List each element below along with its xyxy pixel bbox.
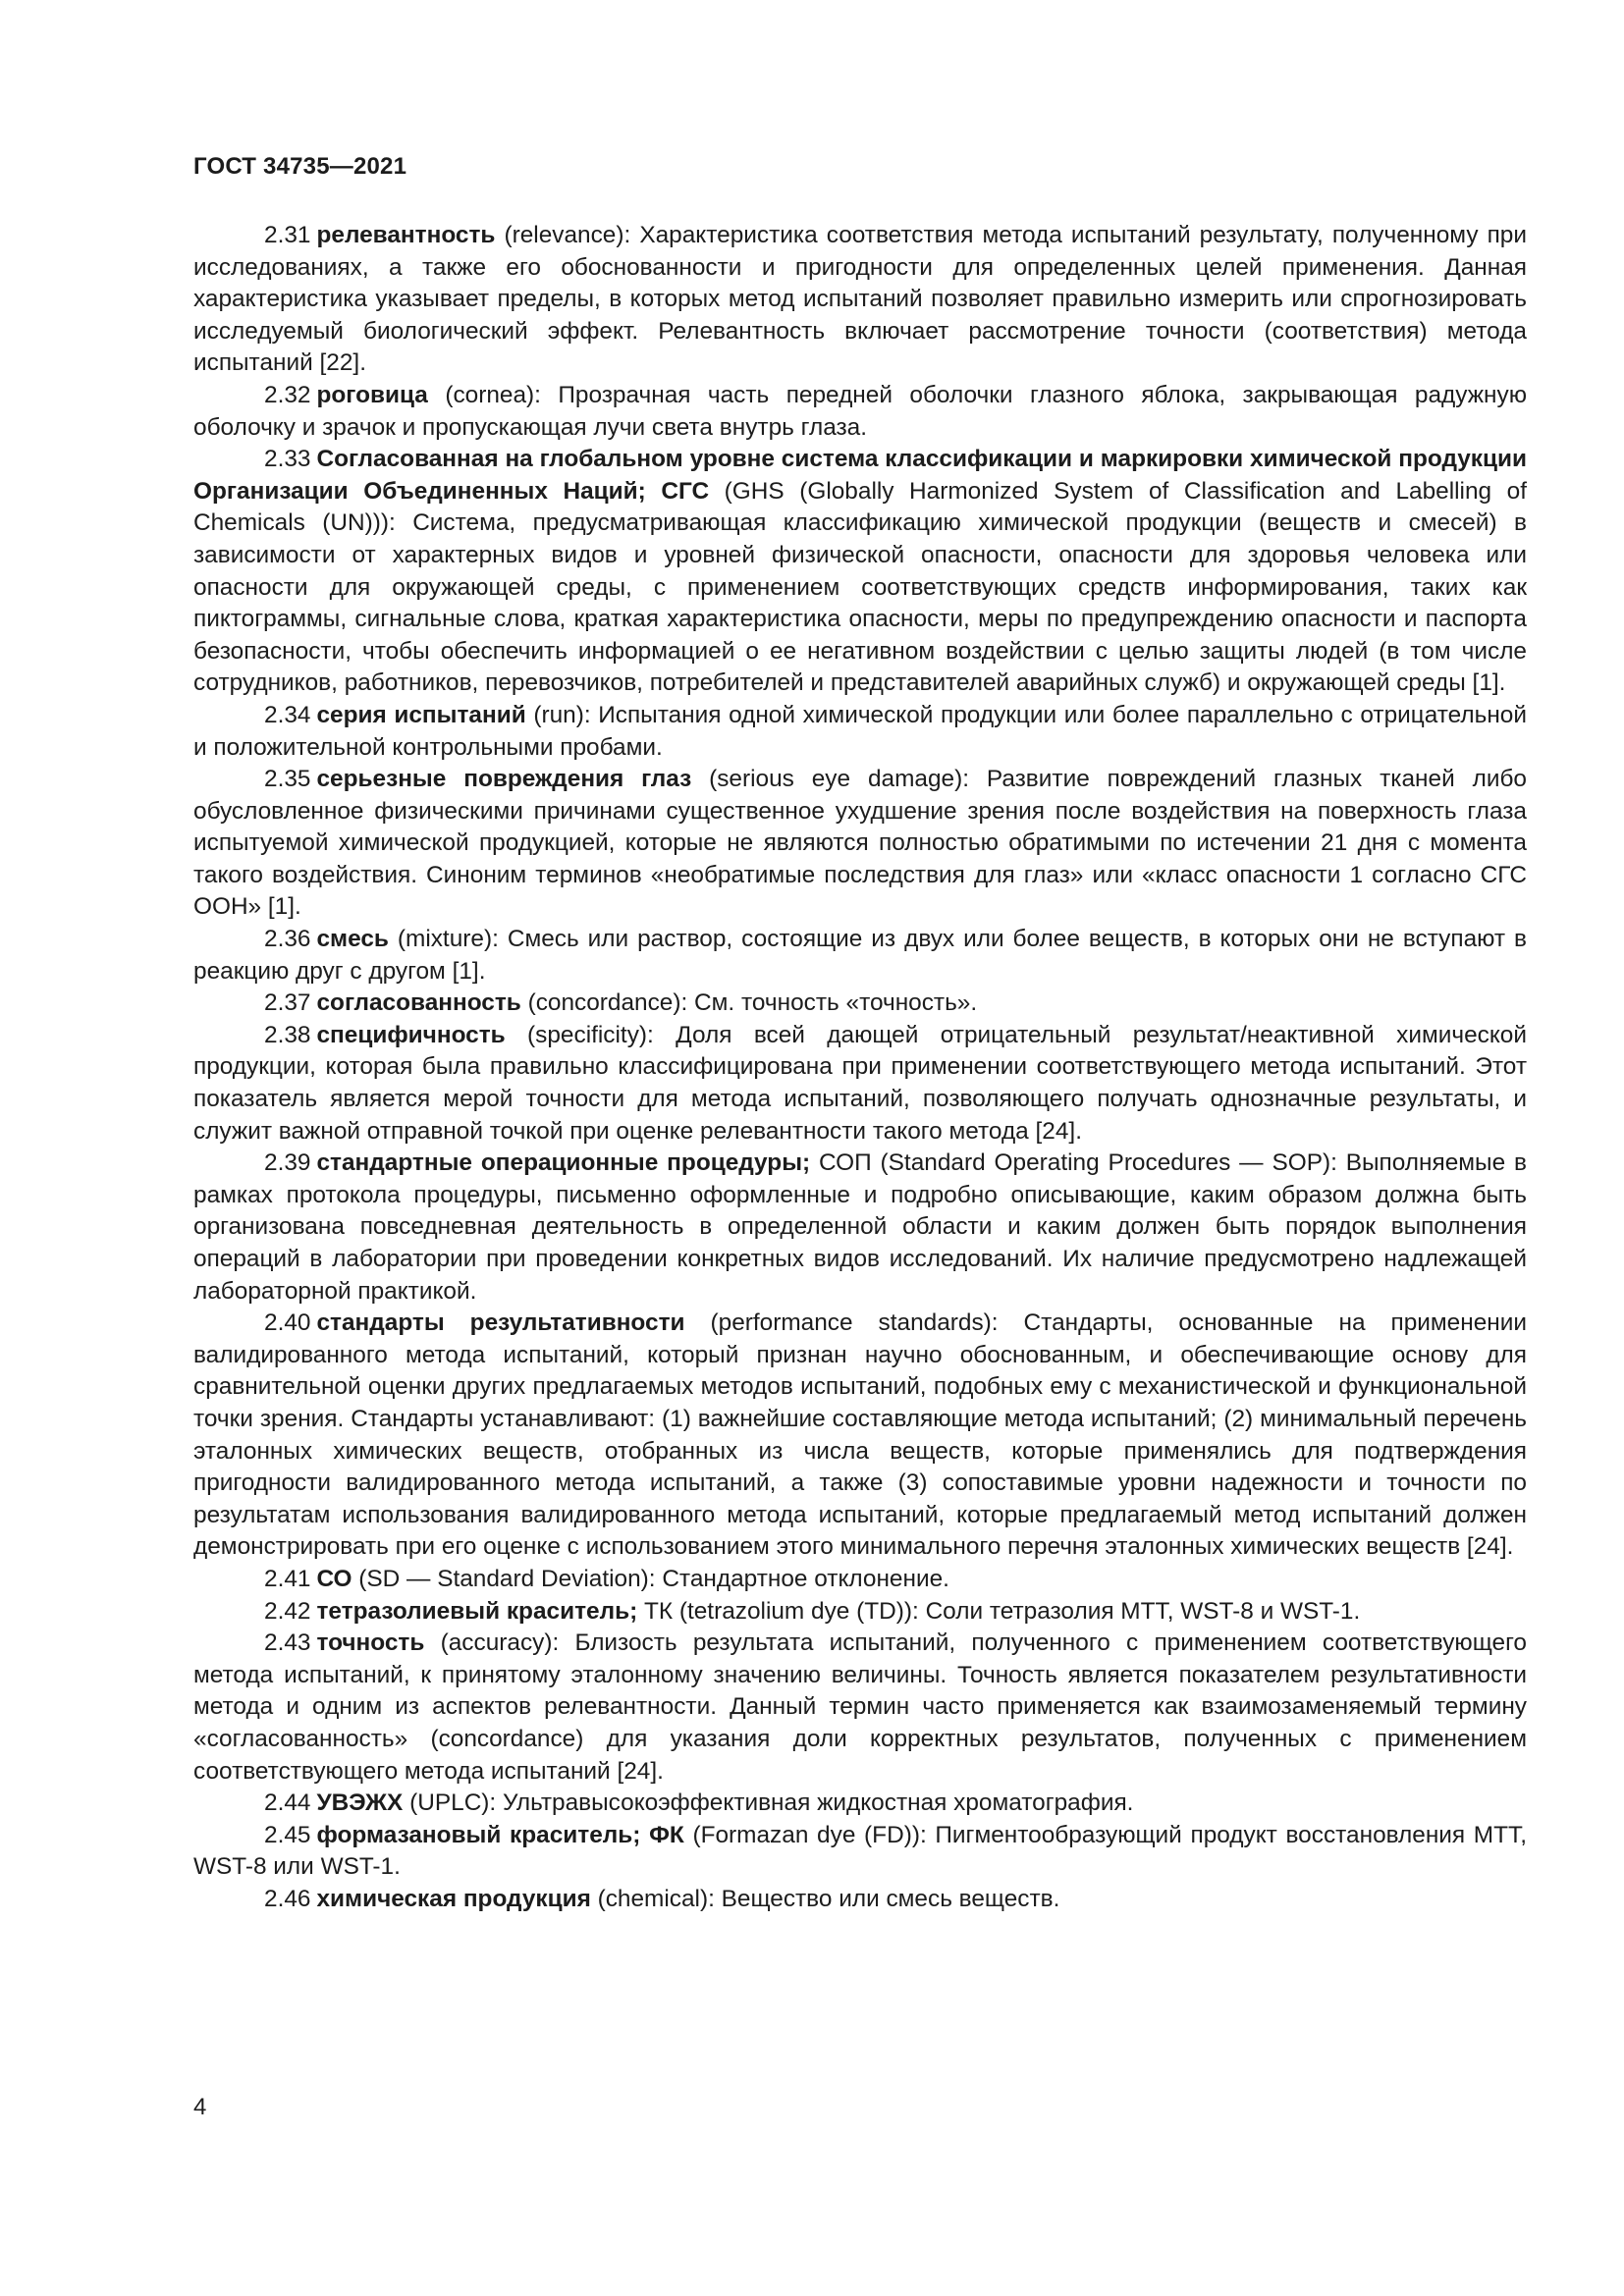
definition-2-36: [193, 924, 1527, 988]
definition-term: УВЭЖХ: [316, 1789, 404, 1817]
definition-text: (Formazan dye (FD)): Пигментообразующий продукт восстановления МТТ, WST-8 или WST-1.: [193, 1821, 1527, 1881]
definition-2-42: [193, 1596, 1527, 1629]
definition-number: 2.42: [264, 1597, 311, 1625]
definition-2-37: [193, 988, 1527, 1020]
definition-2-44: [193, 1788, 1527, 1820]
definition-2-39: [193, 1148, 1527, 1308]
definition-number: 2.39: [264, 1149, 311, 1177]
definition-2-35: [193, 764, 1527, 924]
definition-term: релевантность: [316, 222, 496, 248]
definition-2-31: [193, 220, 1527, 380]
definition-2-38: [193, 1020, 1527, 1148]
definition-text: (run): Испытания одной химической продукции или более параллельно с отрицательной и положительной контрольными пробами.: [193, 701, 1528, 761]
definition-2-46: [193, 1884, 1527, 1916]
definition-number: 2.41: [264, 1565, 311, 1592]
definition-text: (accuracy): Близость результата испытаний, полученного с применением соответствующего метода испытаний, к принятому эталонному значению величины. Точность является показателем результативности метода и одним из аспектов релевантности. Данный термин часто применяется как взаимозаменяемый термину «согласованность» (concordance) для указания доли корректных результатов, полученных с применением соответствующего метода испытаний [24].: [193, 1629, 1527, 1785]
definition-number: 2.38: [264, 1021, 311, 1048]
definition-text: СОП (Standard Operating Procedures — SOP): Выполняемые в рамках протокола процедуры, письменно оформленные и подробно описывающие, каким образом должна быть организована повседневная деятельность в определенной области и каким должен быть порядок выполнения операций в лаборатории при проведении конкретных видов исследований. Их наличие предусмотрено надлежащей лабораторной практикой.: [193, 1149, 1527, 1305]
standard-header: ГОСТ 34735—2021: [193, 153, 407, 180]
definition-term: формазановый краситель; ФК: [316, 1821, 684, 1848]
definition-number: 2.37: [264, 989, 311, 1017]
definition-2-41: [193, 1564, 1527, 1596]
definition-term: тетразолиевый краситель;: [316, 1597, 638, 1625]
definitions-list: [193, 220, 1527, 1915]
definition-term: смесь: [316, 926, 389, 953]
definition-2-34: [193, 700, 1527, 764]
definition-number: 2.45: [264, 1821, 311, 1848]
definition-text: (chemical): Вещество или смесь веществ.: [590, 1885, 1060, 1912]
definition-number: 2.46: [264, 1885, 311, 1912]
definition-text: (UPLC): Ультравысокоэффективная жидкостная хроматография.: [403, 1789, 1134, 1817]
definition-2-32: [193, 380, 1527, 444]
definition-term: серия испытаний: [316, 701, 526, 728]
definition-text: (GHS (Globally Harmonized System of Classification and Labelling of Chemicals (UN))): Система, предусматривающая классификацию химической продукции (веществ и смесей) в зависимости от характерных видов и уровней физической опасности, опасности для здоровья человека или опасности для окружающей среды, с применением соответствующих средств информирования, таких как пиктограммы, сигнальные слова, краткая характеристика опасности, меры по предупреждению опасности и паспорта безопасности, чтобы обеспечить информацией о ее негативном воздействии с целью защиты людей (в том числе сотрудников, работников, перевозчиков, потребителей и представителей аварийных служб) и окружающей среды [1].: [193, 477, 1527, 697]
definition-number: 2.31: [264, 222, 311, 248]
definition-2-43: [193, 1628, 1527, 1788]
definition-term: СО: [316, 1565, 352, 1592]
definition-term: химическая продукция: [316, 1885, 591, 1912]
page-number: 4: [193, 2094, 207, 2120]
definition-number: 2.43: [264, 1629, 311, 1657]
definition-number: 2.32: [264, 381, 311, 408]
definition-number: 2.34: [264, 701, 311, 728]
definition-text: (mixture): Смесь или раствор, состоящие из двух или более веществ, в которых они не вступают в реакцию друг с другом [1].: [193, 926, 1527, 985]
definition-term: специфичность: [316, 1021, 506, 1048]
definition-2-40: [193, 1308, 1527, 1564]
definition-term: Согласованная на глобальном уровне система классификации и маркировки химической продукции Организации Объединенных Наций; СГС: [193, 446, 1527, 505]
definition-term: стандарты результативности: [316, 1309, 685, 1337]
definition-term: точность: [316, 1629, 425, 1657]
definition-2-45: [193, 1820, 1527, 1884]
definition-number: 2.35: [264, 766, 311, 793]
definition-number: 2.40: [264, 1309, 311, 1337]
definition-text: (relevance): Характеристика соответствия метода испытаний результату, полученному при исследованиях, а также его обоснованности и пригодности для определенных целей применения. Данная характеристика указывает пределы, в которых метод испытаний позволяет правильно измерить или спрогнозировать исследуемый биологический эффект. Релевантность включает рассмотрение точности (соответствия) метода испытаний [22].: [193, 222, 1527, 377]
definition-text: (performance standards): Стандарты, основанные на применении валидированного метода испытаний, который признан научно обоснованным, и обеспечивающие основу для сравнительной оценки других предлагаемых методов испытаний, подобных ему с механистической и функциональной точки зрения. Стандарты устанавливают: (1) важнейшие составляющие метода испытаний; (2) минимальный перечень эталонных химических веществ, отобранных из числа веществ, которые применялись для подтверждения пригодности валидированного метода испытаний, а также (3) сопоставимые уровни надежности и точности по результатам использования валидированного метода испытаний, которые предлагаемый метод испытаний должен демонстрировать при его оценке с использованием этого минимального перечня эталонных химических веществ [24].: [193, 1309, 1527, 1561]
definition-number: 2.33: [264, 446, 311, 473]
definition-term: стандартные операционные процедуры;: [316, 1149, 811, 1177]
definition-2-33: [193, 444, 1527, 700]
definition-text: ТК (tetrazolium dye (TD)): Соли тетразолия МТТ, WST-8 и WST-1.: [637, 1597, 1361, 1625]
definition-text: (concordance): См. точность «точность».: [520, 989, 978, 1017]
definition-term: согласованность: [316, 989, 521, 1017]
definition-text: (specificity): Доля всей дающей отрицательный результат/неактивной химической продукции, которая была правильно классифицирована при применении соответствующего метода испытаний. Этот показатель является мерой точности для метода испытаний, позволяющего получать однозначные результаты, и служит важной отправной точкой при оценке релевантности такого метода [24].: [193, 1021, 1527, 1145]
definition-term: роговица: [316, 381, 428, 408]
definition-number: 2.36: [264, 926, 311, 953]
definition-text: (SD — Standard Deviation): Стандартное отклонение.: [352, 1565, 949, 1592]
definition-term: серьезные повреждения глаз: [316, 766, 692, 793]
definition-number: 2.44: [264, 1789, 311, 1817]
definition-text: (serious eye damage): Развитие повреждений глазных тканей либо обусловленное физическими причинами существенное ухудшение зрения после воздействия на поверхность глаза испытуемой химической продукцией, которые не являются полностью обратимыми по истечении 21 дня с момента такого воздействия. Синоним терминов «необратимые последствия для глаз» или «класс опасности 1 согласно СГС ООН» [1].: [193, 766, 1527, 921]
definition-text: (cornea): Прозрачная часть передней оболочки глазного яблока, закрывающая радужную оболочку и зрачок и пропускающая лучи света внутрь глаза.: [193, 381, 1527, 441]
